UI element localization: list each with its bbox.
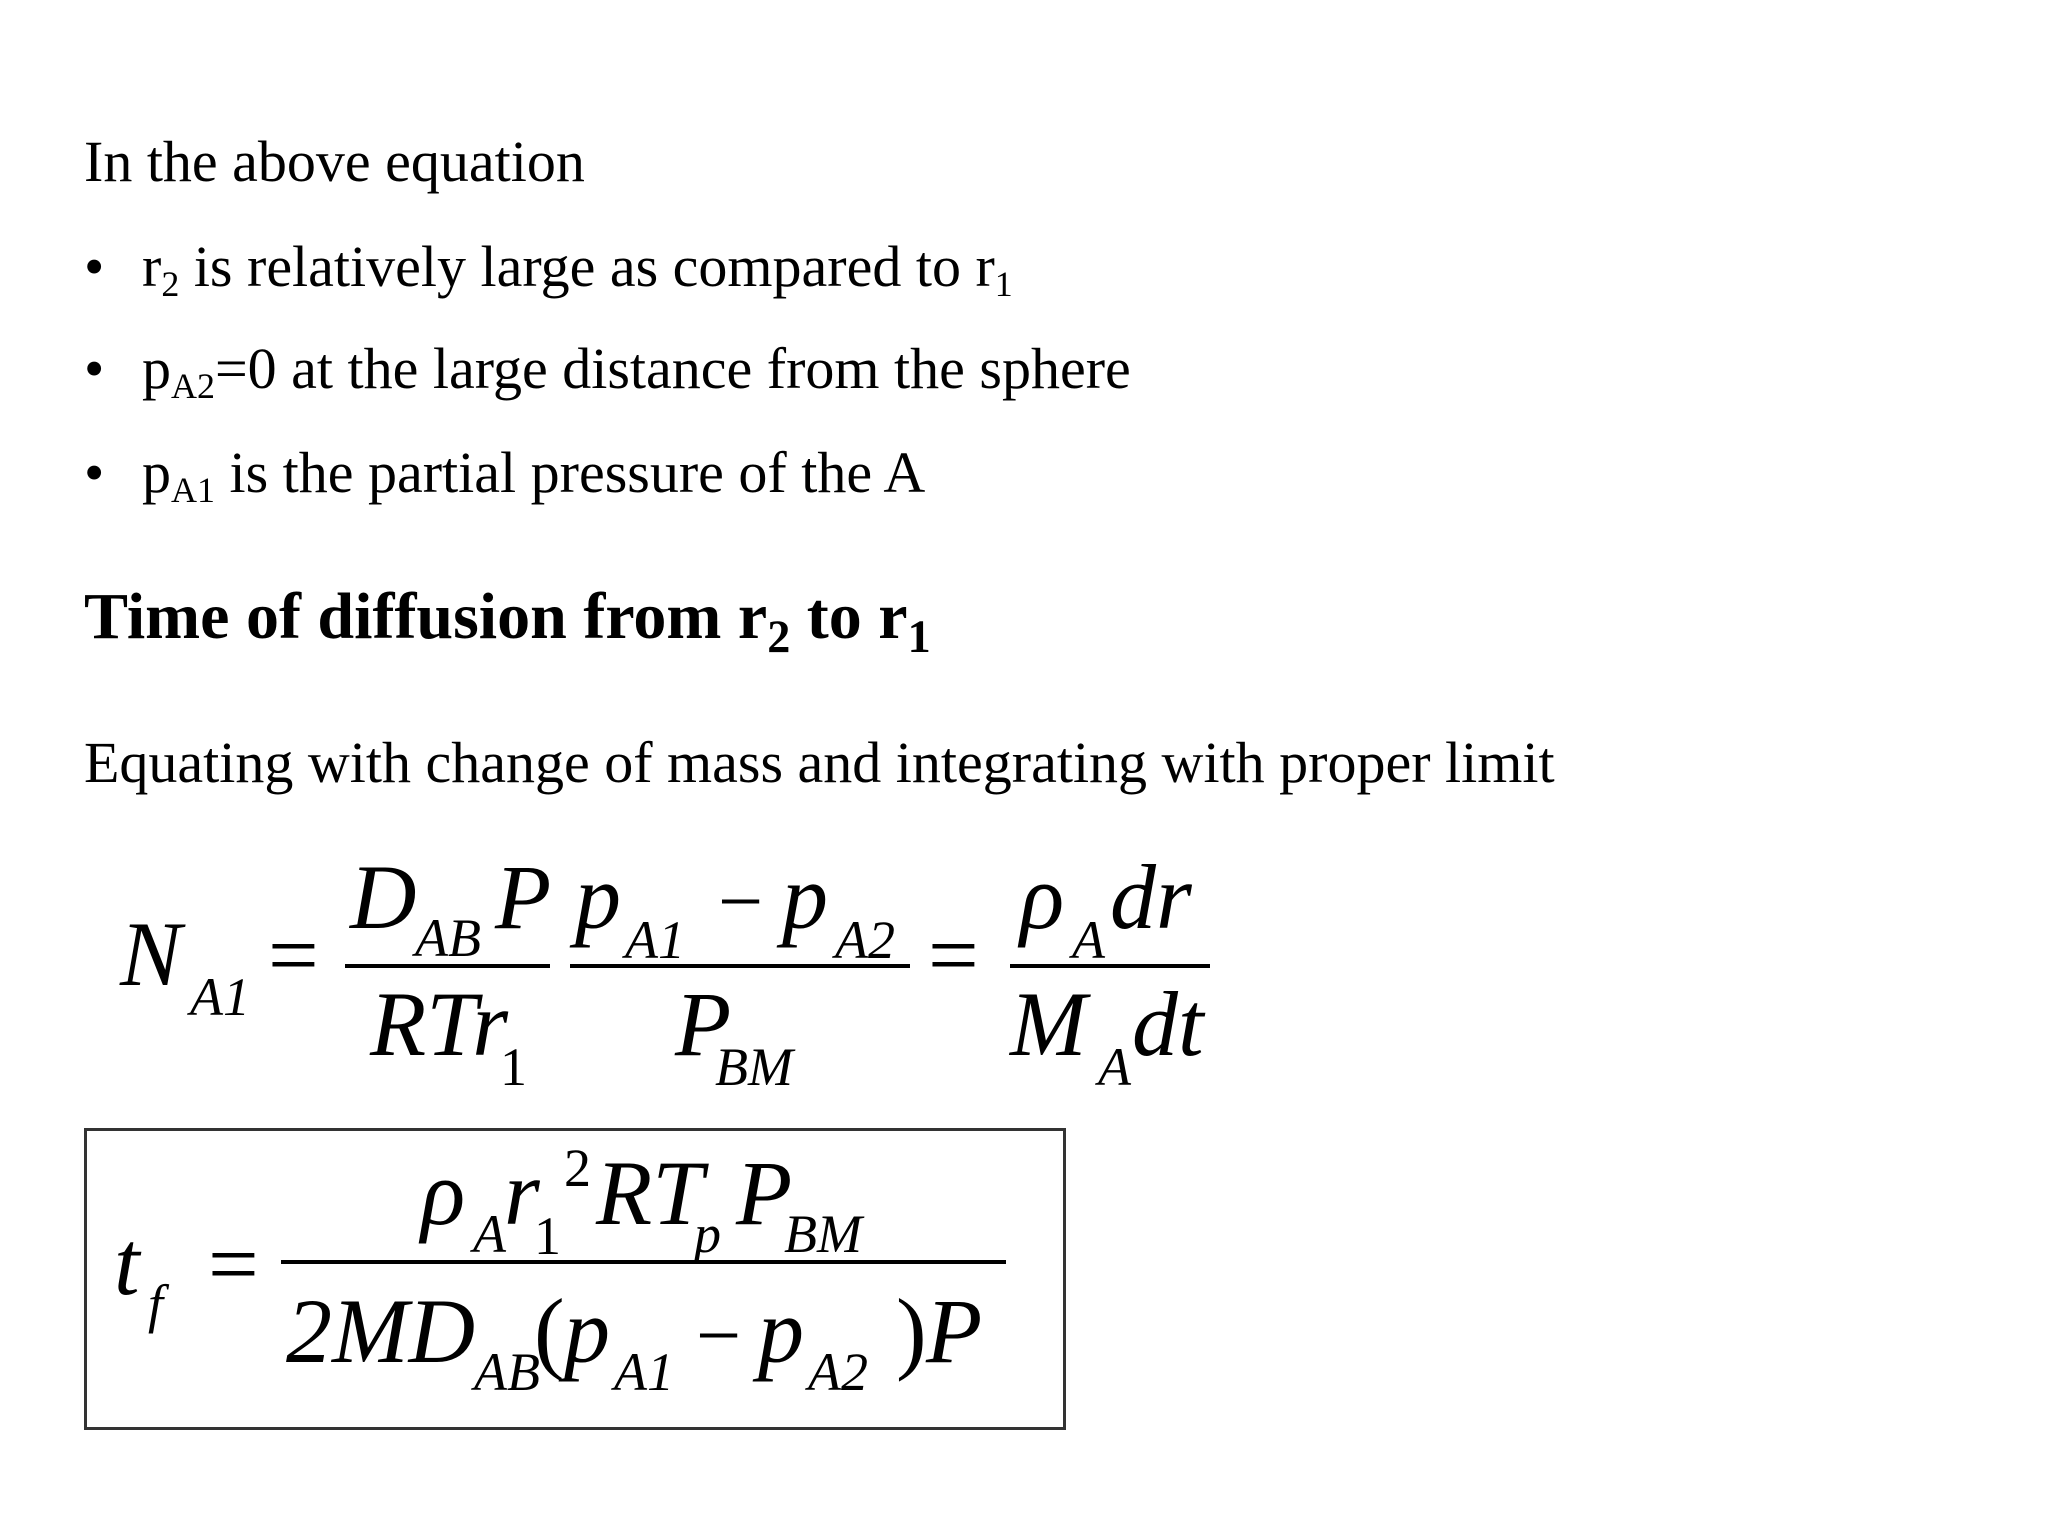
eq2-den-open: ( — [534, 1280, 565, 1382]
eq1-f2-den: P — [675, 973, 732, 1075]
eq2-den-p2: p — [758, 1280, 804, 1382]
bullet-dot-3: • — [84, 440, 105, 505]
bullet-dot-2: • — [84, 336, 105, 401]
eq1-f3-num-rho: ρ — [1020, 860, 1065, 948]
eq2-equals: = — [208, 1215, 259, 1314]
eq1-f2-num-p2: p — [782, 860, 828, 948]
bullet-1-text: is relatively large as compared to r — [179, 234, 995, 299]
section-heading — [84, 580, 931, 662]
bullet-2 — [142, 336, 1131, 407]
eq2-num-sub-p: p — [694, 1204, 721, 1264]
time-equation — [96, 1134, 1056, 1424]
eq2-den-sub-A2: A2 — [808, 1342, 868, 1402]
bullet-2-sub: A2 — [171, 366, 215, 407]
eq2-lhs-sub: f — [148, 1274, 164, 1334]
eq2-num-RT: RT — [596, 1142, 704, 1244]
eq1-f2-num-sub1: A1 — [625, 910, 685, 970]
eq2-num-sub-1: 1 — [534, 1206, 561, 1266]
eq1-f1-num-a: D — [350, 860, 417, 948]
bullet-dot-1: • — [84, 234, 105, 299]
eq1-f2-num-p1: p — [575, 860, 621, 948]
eq2-num-P: P — [736, 1142, 793, 1244]
bullet-3 — [142, 440, 926, 511]
eq1-f2-minus: − — [718, 860, 764, 946]
bullet-1-var: r — [142, 234, 162, 299]
heading-mid: to r — [790, 580, 908, 653]
heading-text: Time of diffusion from r — [84, 580, 768, 653]
bullet-2-text: =0 at the large distance from the sphere — [214, 336, 1131, 401]
bullet-3-sub: A1 — [171, 470, 215, 511]
bullet-1-sub: 2 — [161, 264, 180, 305]
bullet-1 — [142, 234, 1013, 305]
eq1-f3-num-sub: A — [1072, 910, 1105, 970]
eq2-den-minus: − — [696, 1292, 742, 1380]
eq2-den-P: P — [926, 1280, 983, 1382]
bullet-3-text: is the partial pressure of the A — [214, 440, 926, 505]
paragraph-text: Equating with change of mass and integrating with proper limit — [84, 730, 1555, 795]
heading-sub-2: 2 — [767, 610, 791, 662]
eq2-den-sub-A1: A1 — [614, 1342, 674, 1402]
eq2-den-p1: p — [564, 1280, 610, 1382]
eq1-f2-num-sub2: A2 — [835, 910, 895, 970]
eq1-equals-1: = — [268, 906, 319, 1005]
intro-text: In the above equation — [84, 129, 585, 194]
bullet-1-tail-sub: 1 — [994, 264, 1013, 305]
eq1-f1-den-sub: 1 — [500, 1037, 527, 1097]
eq1-f2-den-sub: BM — [715, 1037, 793, 1097]
eq2-num-r: r — [504, 1142, 540, 1244]
eq1-f3-den-sub: A — [1098, 1037, 1131, 1097]
bullet-2-var: p — [142, 336, 171, 401]
heading-sub-1: 1 — [907, 610, 931, 662]
eq2-den-close: ) — [896, 1280, 927, 1382]
eq2-lhs: t — [114, 1212, 140, 1314]
eq2-den-sub-AB: AB — [474, 1342, 540, 1402]
eq1-f1-num-sub: AB — [415, 908, 481, 968]
eq1-equals-2: = — [928, 906, 979, 1005]
eq2-den-2MD: 2MD — [286, 1280, 476, 1382]
eq1-lhs: N — [120, 903, 182, 1005]
eq2-num-sub-BM: BM — [784, 1204, 862, 1264]
eq1-lhs-sub: A1 — [190, 967, 250, 1027]
eq1-f3-num-b: dr — [1110, 860, 1192, 948]
eq1-f3-den-a: M — [1010, 973, 1087, 1075]
eq1-f1-num-b: P — [495, 860, 552, 948]
eq2-num-rho: ρ — [421, 1142, 466, 1244]
eq1-f3-den-b: dt — [1132, 973, 1204, 1075]
bullet-3-var: p — [142, 440, 171, 505]
eq2-num-sub-a: A — [473, 1204, 506, 1264]
eq1-f1-den: RTr — [370, 973, 509, 1075]
eq2-num-sup-2: 2 — [564, 1138, 591, 1198]
flux-equation — [110, 860, 1290, 1100]
